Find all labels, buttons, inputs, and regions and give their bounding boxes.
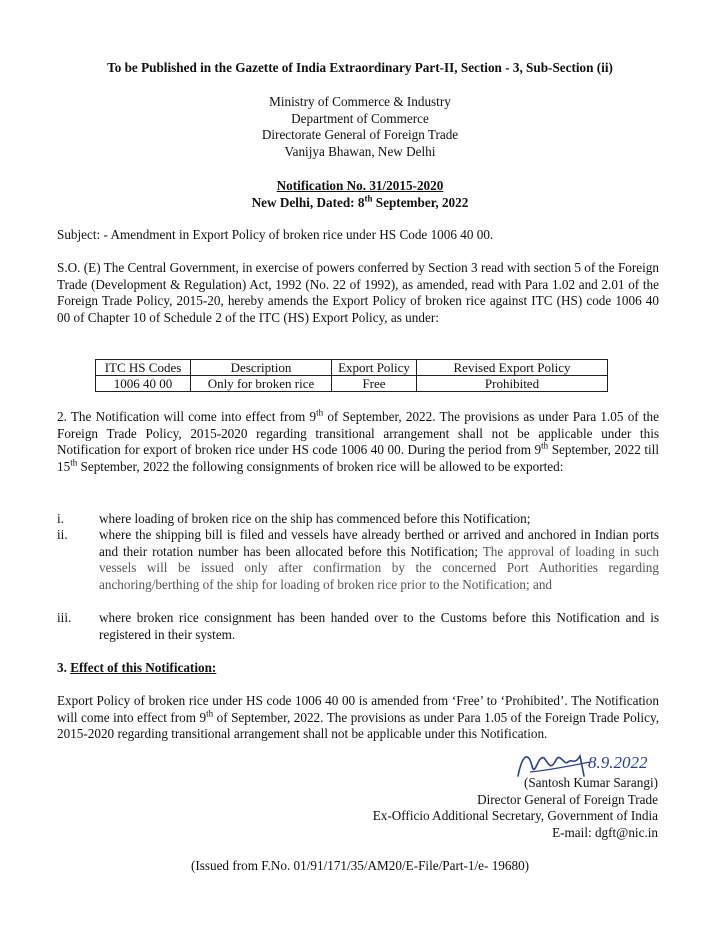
office-address: Vanijya Bhawan, New Delhi bbox=[284, 143, 436, 159]
table-header: Revised Export Policy bbox=[417, 360, 608, 376]
table-cell: Prohibited bbox=[417, 376, 608, 392]
table-header-row bbox=[96, 360, 608, 376]
table-row bbox=[96, 376, 608, 392]
file-reference: (Issued from F.No. 01/91/171/35/AM20/E-File/Part-1/e- 19680) bbox=[190, 858, 530, 873]
subject-line: Subject: - Amendment in Export Policy of broken rice under HS Code 1006 40 00. bbox=[57, 227, 494, 242]
list-item-number: i. bbox=[57, 511, 64, 526]
table-header: Description bbox=[191, 360, 332, 376]
signatory-name: (Santosh Kumar Sarangi) bbox=[523, 775, 658, 790]
ministry-name: Ministry of Commerce & Industry bbox=[269, 94, 451, 109]
list-item-text: where loading of broken rice on the ship has commenced before this Notification; bbox=[99, 511, 531, 526]
table-cell: 1006 40 00 bbox=[96, 376, 191, 392]
table-cell: Free bbox=[332, 376, 417, 392]
notification-date: New Delhi, Dated: 8th September, 2022 bbox=[251, 193, 469, 210]
table-header: Export Policy bbox=[332, 360, 417, 376]
list-item-text: where the shipping bill is filed and vessels have already berthed or arrived and anchored in Indian ports and their rotation number has been allocated before this Notification; The approval of loading in such vessels will be issued only after confirmation by the concerned Port Authorities regarding anchoring/berthing of the ship for loading of broken rice prior to the Notification; and bbox=[99, 527, 659, 592]
policy-table bbox=[95, 359, 608, 392]
list-item-text: where broken rice consignment has been handed over to the Customs before this Notification and is registered in their system. bbox=[99, 610, 659, 642]
table-header: ITC HS Codes bbox=[96, 360, 191, 376]
section-3-heading: 3. Effect of this Notification: bbox=[57, 660, 217, 675]
department-name: Department of Commerce bbox=[291, 110, 429, 126]
paragraph-3: Export Policy of broken rice under HS code 1006 40 00 is amended from ‘Free’ to ‘Prohibited’. The Notification will come into effect from 9th of September, 2022. The provisions as under Para 1.05 of the Foreign Trade Policy, 2015-2020 regarding transitional arrangement shall not be applicable under this Notification. bbox=[57, 693, 659, 741]
gazette-heading: To be Published in the Gazette of India Extraordinary Part-II, Section - 3, Sub-Section (ii) bbox=[107, 60, 613, 75]
table-cell: Only for broken rice bbox=[191, 376, 332, 392]
list-item-number: iii. bbox=[57, 610, 72, 625]
notification-header bbox=[0, 178, 720, 211]
signatory-title: Director General of Foreign Trade bbox=[477, 791, 658, 807]
signature-date: 8.9.2022 bbox=[588, 753, 648, 772]
signatory-designation: Ex-Officio Additional Secretary, Government of India bbox=[372, 808, 658, 823]
signatory-email: E-mail: dgft@nic.in bbox=[552, 824, 658, 840]
paragraph-1: S.O. (E) The Central Government, in exercise of powers conferred by Section 3 read with section 5 of the Foreign Trade (Development & Regulation) Act, 1992 (No. 22 of 1992), as amended, read with Para 1.02 and 2.01 of the Foreign Trade Policy, 2015-20, hereby amends the Export Policy of broken rice against ITC (HS) code 1006 40 00 of Chapter 10 of Schedule 2 of the ITC (HS) Export Policy, as under: bbox=[57, 260, 659, 325]
notification-number: Notification No. 31/2015-2020 bbox=[276, 178, 444, 193]
issuing-authority bbox=[0, 94, 720, 160]
directorate-name: Directorate General of Foreign Trade bbox=[261, 127, 459, 142]
signature-block bbox=[373, 775, 658, 841]
list-item-number: ii. bbox=[57, 527, 68, 542]
paragraph-2: 2. The Notification will come into effect from 9th of September, 2022. The provisions as under Para 1.05 of the Foreign Trade Policy, 2015-2020 regarding transitional arrangement shall not be applicable under this Notification for export of broken rice under HS code 1006 40 00. During the period from 9th September, 2022 till 15th September, 2022 the following consignments of broken rice will be allowed to be exported: bbox=[57, 407, 659, 474]
